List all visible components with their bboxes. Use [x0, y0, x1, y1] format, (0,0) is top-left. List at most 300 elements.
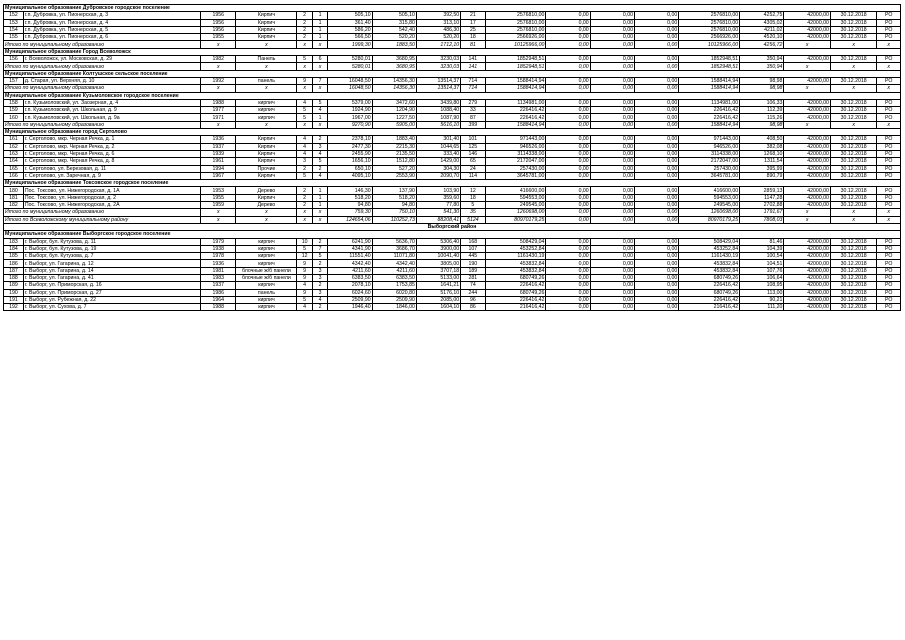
cell-mark: х: [877, 85, 901, 92]
total-p3: 0,00: [634, 209, 678, 216]
total-p3: 0,00: [634, 216, 678, 223]
total-label: Итого по муниципальному образованию: [4, 209, 201, 216]
cell-f: РО: [877, 12, 901, 19]
table-row: [4, 238, 901, 245]
cell-sum: 453832,84: [679, 260, 740, 267]
cell-addr: г. Выборг, ул. Сухова, д. 7: [23, 304, 200, 311]
cell-c: 486,30: [416, 26, 460, 33]
cell-f: РО: [877, 194, 901, 201]
total-label: Итого по муниципальному образованию: [4, 41, 201, 48]
cell-b: 315,80: [372, 19, 416, 26]
total-spec: 98,98: [740, 85, 784, 92]
cell-p2: 0,00: [590, 187, 634, 194]
cell-n: 164: [4, 158, 24, 165]
cell-spec: 113,00: [740, 289, 784, 296]
cell-mark: х: [297, 85, 312, 92]
cell-en: 5: [312, 253, 327, 260]
cell-p2: 0,00: [590, 77, 634, 84]
cell-spec: 1147,28: [740, 194, 784, 201]
capital-repair-table: [3, 4, 901, 311]
cell-b: 6383,50: [372, 274, 416, 281]
cell-c: 3230,03: [416, 56, 460, 63]
total-d: 714: [461, 85, 485, 92]
total-b: 14356,30: [372, 85, 416, 92]
total-label: Итого по Всеволожскому муниципальному району: [4, 216, 201, 223]
cell-b: 4211,60: [372, 267, 416, 274]
cell-f: РО: [877, 77, 901, 84]
cell-a: 11551,40: [328, 253, 372, 260]
total-b: 5905,00: [372, 121, 416, 128]
table-row: [4, 245, 901, 252]
cell-mark: х: [877, 41, 901, 48]
cell-p3: 0,00: [634, 245, 678, 252]
section-title: Муниципальное образование город Сертолово: [4, 129, 901, 136]
cell-b: 1883,40: [372, 136, 416, 143]
cell-n: 156: [4, 56, 24, 63]
cell-en: 2: [312, 165, 327, 172]
cell-en: 2: [312, 136, 327, 143]
cell-c: 392,50: [416, 12, 460, 19]
cell-a: 4341,90: [328, 245, 372, 252]
cell-mark: х: [784, 41, 830, 48]
region-title: Выборгский район: [4, 223, 901, 230]
cell-en: 4: [312, 150, 327, 157]
total-p1: 0,00: [546, 85, 590, 92]
cell-a: 5280,01: [328, 56, 372, 63]
cell-c: 301,40: [416, 136, 460, 143]
total-sum: 1588414,94: [679, 85, 740, 92]
section-title: Муниципальное образование Дубровское городское поселение: [4, 5, 901, 12]
cell-f: РО: [877, 187, 901, 194]
cell-en: 1: [312, 19, 327, 26]
cell-wall: Кирпич: [236, 136, 297, 143]
cell-c: 5133,00: [416, 274, 460, 281]
cell-en: 2: [312, 304, 327, 311]
cell-spec: 111,20: [740, 304, 784, 311]
cell-p3: 0,00: [634, 99, 678, 106]
cell-f: РО: [877, 296, 901, 303]
cell-spec: 350,94: [740, 56, 784, 63]
cell-n: 159: [4, 107, 24, 114]
cell-n: 152: [4, 12, 24, 19]
table-row: [4, 56, 901, 63]
total-sum: 1588414,94: [679, 121, 740, 128]
cell-wall: панель: [236, 289, 297, 296]
total-p2: 0,00: [590, 41, 634, 48]
cell-mark: х: [201, 216, 236, 223]
cell-lim: 42000,00: [784, 107, 830, 114]
cell-c: 359,60: [416, 194, 460, 201]
cell-b: 137,90: [372, 187, 416, 194]
cell-mark: х: [312, 85, 327, 92]
cell-n: 189: [4, 282, 24, 289]
section-title: Муниципальное образование Токсовское городское поселение: [4, 180, 901, 187]
cell-fl: 2: [297, 26, 312, 33]
total-p2: 0,00: [590, 85, 634, 92]
total-d: 141: [461, 63, 485, 70]
cell-d: 18: [461, 194, 485, 201]
cell-p1: 0,00: [546, 304, 590, 311]
cell-b: 520,20: [372, 34, 416, 41]
cell-p2: 0,00: [590, 56, 634, 63]
cell-p3: 0,00: [634, 296, 678, 303]
section-header-row: [4, 92, 901, 99]
cell-cost: 3114338,00: [485, 150, 546, 157]
cell-p3: 0,00: [634, 238, 678, 245]
total-spec: 4256,72: [740, 41, 784, 48]
cell-sum: 453252,84: [679, 245, 740, 252]
cell-lim: 42000,00: [784, 267, 830, 274]
cell-year: 1994: [201, 165, 236, 172]
cell-en: 1: [312, 202, 327, 209]
cell-sum: 249545,00: [679, 202, 740, 209]
table-row: [4, 202, 901, 209]
cell-f: РО: [877, 260, 901, 267]
table-row: [4, 99, 901, 106]
cell-spec: 2859,13: [740, 187, 784, 194]
total-a: 16048,50: [328, 85, 372, 92]
cell-cost: 226416,42: [485, 296, 546, 303]
cell-d: 101: [461, 136, 485, 143]
cell-p3: 0,00: [634, 26, 678, 33]
table-row: [4, 150, 901, 157]
cell-mark: х: [236, 85, 297, 92]
total-p2: 0,00: [590, 121, 634, 128]
cell-wall: Дерево: [236, 187, 297, 194]
cell-n: 163: [4, 150, 24, 157]
cell-f: РО: [877, 282, 901, 289]
table-row: [4, 26, 901, 33]
cell-year: 1971: [201, 114, 236, 121]
cell-b: 6020,80: [372, 289, 416, 296]
cell-fl: 2: [297, 194, 312, 201]
cell-mark: х: [784, 216, 830, 223]
table-row: [4, 253, 901, 260]
cell-wall: кирпич: [236, 245, 297, 252]
cell-mark: х: [201, 209, 236, 216]
cell-b: 2509,90: [372, 296, 416, 303]
cell-date: 30.12.2018: [830, 282, 876, 289]
cell-cost: 594553,00: [485, 194, 546, 201]
cell-mark: х: [236, 209, 297, 216]
cell-spec: 4305,02: [740, 19, 784, 26]
cell-fl: 2: [297, 202, 312, 209]
cell-fl: 10: [297, 238, 312, 245]
cell-cost: 2566926,00: [485, 34, 546, 41]
cell-n: 190: [4, 289, 24, 296]
cell-date: 30.12.2018: [830, 202, 876, 209]
cell-date: 30.12.2018: [830, 289, 876, 296]
cell-addr: г.п. Кузьмоловский, ул. Школьная, д. 9а: [23, 114, 200, 121]
cell-addr: г. Сертолово, ул. Заречная, д. 9: [23, 172, 200, 179]
table-row: [4, 260, 901, 267]
cell-b: 505,10: [372, 12, 416, 19]
cell-b: 3680,95: [372, 56, 416, 63]
cell-c: 333,40: [416, 150, 460, 157]
cell-wall: Кирпич: [236, 12, 297, 19]
cell-date: 30.12.2018: [830, 238, 876, 245]
section-title: Муниципальное образование Выборгское городское поселение: [4, 231, 901, 238]
cell-d: 25: [461, 26, 485, 33]
cell-p2: 0,00: [590, 289, 634, 296]
total-d: 81: [461, 41, 485, 48]
cell-addr: г. Всеволожск, ул. Московская, д. 29: [23, 56, 200, 63]
cell-cost: 680749,26: [485, 274, 546, 281]
total-p2: 0,00: [590, 216, 634, 223]
table-row: [4, 107, 901, 114]
total-spec: 350,94: [740, 63, 784, 70]
cell-a: 2477,30: [328, 143, 372, 150]
table-row: [4, 187, 901, 194]
table-row: [4, 267, 901, 274]
cell-a: 2455,90: [328, 150, 372, 157]
cell-p2: 0,00: [590, 26, 634, 33]
cell-d: 189: [461, 267, 485, 274]
cell-f: РО: [877, 34, 901, 41]
cell-p1: 0,00: [546, 289, 590, 296]
cell-addr: г.п. Дубровка, ул. Пионерская, д. 5: [23, 26, 200, 33]
cell-en: 2: [312, 260, 327, 267]
cell-spec: 408,50: [740, 136, 784, 143]
cell-en: 1: [312, 114, 327, 121]
cell-d: 96: [461, 296, 485, 303]
cell-en: 2: [312, 238, 327, 245]
cell-addr: г.п. Дубровка, ул. Пионерская, д. 4: [23, 19, 200, 26]
cell-fl: 5: [297, 56, 312, 63]
cell-n: 187: [4, 267, 24, 274]
cell-a: 2078,10: [328, 282, 372, 289]
cell-cost: 1852948,51: [485, 56, 546, 63]
cell-c: 3707,18: [416, 267, 460, 274]
cell-spec: 108,95: [740, 282, 784, 289]
cell-date: 30.12.2018: [830, 274, 876, 281]
total-p1: 0,00: [546, 63, 590, 70]
cell-n: 191: [4, 296, 24, 303]
cell-spec: 106,33: [740, 99, 784, 106]
cell-p1: 0,00: [546, 77, 590, 84]
cell-mark: х: [312, 216, 327, 223]
cell-d: 714: [461, 77, 485, 84]
cell-f: РО: [877, 289, 901, 296]
cell-cost: 453832,84: [485, 267, 546, 274]
cell-fl: 9: [297, 77, 312, 84]
cell-f: РО: [877, 253, 901, 260]
table-row: [4, 158, 901, 165]
cell-date: 30.12.2018: [830, 12, 876, 19]
cell-a: 1656,10: [328, 158, 372, 165]
total-p2: 0,00: [590, 63, 634, 70]
cell-year: 1982: [201, 56, 236, 63]
cell-d: 445: [461, 253, 485, 260]
total-cost: 10125966,00: [485, 41, 546, 48]
cell-spec: 104,39: [740, 245, 784, 252]
cell-addr: г. Сертолово, мкр. Черная Речка, д. 6: [23, 150, 200, 157]
cell-p1: 0,00: [546, 296, 590, 303]
cell-sum: 1161430,19: [679, 253, 740, 260]
cell-d: 5: [461, 202, 485, 209]
cell-cost: 416600,00: [485, 187, 546, 194]
cell-mark: х: [201, 41, 236, 48]
cell-mark: х: [830, 216, 876, 223]
cell-a: 361,40: [328, 19, 372, 26]
total-label: Итого по муниципальному образованию: [4, 85, 201, 92]
cell-p3: 0,00: [634, 165, 678, 172]
cell-a: 4211,60: [328, 267, 372, 274]
cell-p3: 0,00: [634, 56, 678, 63]
cell-date: 30.12.2018: [830, 34, 876, 41]
cell-b: 2553,90: [372, 172, 416, 179]
cell-lim: 42000,00: [784, 172, 830, 179]
cell-mark: х: [830, 85, 876, 92]
cell-date: 30.12.2018: [830, 114, 876, 121]
cell-p2: 0,00: [590, 99, 634, 106]
cell-p1: 0,00: [546, 238, 590, 245]
cell-d: 17: [461, 19, 485, 26]
cell-mark: х: [877, 121, 901, 128]
cell-b: 1227,50: [372, 114, 416, 121]
total-c: 1712,10: [416, 41, 460, 48]
table-row: [4, 274, 901, 281]
total-spec: 98,98: [740, 121, 784, 128]
cell-spec: 4252,75: [740, 12, 784, 19]
total-p1: 0,00: [546, 121, 590, 128]
cell-p1: 0,00: [546, 19, 590, 26]
cell-f: РО: [877, 267, 901, 274]
cell-sum: 3114338,00: [679, 150, 740, 157]
cell-mark: х: [297, 63, 312, 70]
cell-c: 77,80: [416, 202, 460, 209]
cell-addr: Пос. Токсово, ул. Нижегородская, д. 2А: [23, 202, 200, 209]
cell-lim: 42000,00: [784, 19, 830, 26]
cell-addr: г. Выборг, бул. Кутузова, д. 7: [23, 253, 200, 260]
cell-a: 6241,90: [328, 238, 372, 245]
total-a: 1999,30: [328, 41, 372, 48]
cell-fl: 5: [297, 245, 312, 252]
cell-addr: г. Сертолово, мкр. Черная Речка, д. 2: [23, 143, 200, 150]
cell-date: 30.12.2018: [830, 107, 876, 114]
total-p2: 0,00: [590, 209, 634, 216]
cell-cost: 226416,42: [485, 282, 546, 289]
cell-en: 4: [312, 172, 327, 179]
cell-lim: 42000,00: [784, 194, 830, 201]
cell-en: 1: [312, 187, 327, 194]
cell-spec: 382,08: [740, 143, 784, 150]
cell-f: РО: [877, 274, 901, 281]
cell-spec: 115,26: [740, 114, 784, 121]
cell-en: 7: [312, 245, 327, 252]
cell-p2: 0,00: [590, 194, 634, 201]
total-row: [4, 41, 901, 48]
cell-mark: х: [236, 121, 297, 128]
cell-p2: 0,00: [590, 136, 634, 143]
cell-lim: 42000,00: [784, 304, 830, 311]
total-c: 5616,10: [416, 121, 460, 128]
cell-sum: 3645781,00: [679, 172, 740, 179]
cell-lim: 42000,00: [784, 143, 830, 150]
total-a: 9270,90: [328, 121, 372, 128]
cell-wall: кирпич: [236, 114, 297, 121]
cell-sum: 680749,26: [679, 289, 740, 296]
cell-sum: 2576810,00: [679, 12, 740, 19]
cell-fl: 4: [297, 136, 312, 143]
cell-d: 190: [461, 260, 485, 267]
cell-a: 5379,00: [328, 99, 372, 106]
cell-p1: 0,00: [546, 158, 590, 165]
section-header-row: [4, 5, 901, 12]
cell-date: 30.12.2018: [830, 26, 876, 33]
cell-lim: 42000,00: [784, 245, 830, 252]
cell-p1: 0,00: [546, 99, 590, 106]
cell-p3: 0,00: [634, 289, 678, 296]
cell-c: 1087,90: [416, 114, 460, 121]
cell-p2: 0,00: [590, 260, 634, 267]
cell-sum: 2576810,00: [679, 19, 740, 26]
cell-sum: 946526,00: [679, 143, 740, 150]
total-sum: 80970179,25: [679, 216, 740, 223]
cell-p2: 0,00: [590, 158, 634, 165]
cell-b: 1846,00: [372, 304, 416, 311]
cell-b: 4342,40: [372, 260, 416, 267]
cell-addr: Пос. Токсово, ул. Нижегородская, д. 1А: [23, 187, 200, 194]
cell-mark: х: [312, 209, 327, 216]
cell-d: 87: [461, 114, 485, 121]
table-row: [4, 143, 901, 150]
cell-n: 166: [4, 172, 24, 179]
cell-addr: г. Сертолово, мкр. Черная Речка, д. 8: [23, 158, 200, 165]
cell-spec: 107,76: [740, 267, 784, 274]
cell-p3: 0,00: [634, 253, 678, 260]
cell-wall: кирпич: [236, 282, 297, 289]
cell-addr: г.п. Кузьмоловский, ул. Школьная, д. 9: [23, 107, 200, 114]
cell-cost: 226416,42: [485, 107, 546, 114]
cell-wall: кирпич: [236, 296, 297, 303]
cell-en: 3: [312, 289, 327, 296]
cell-en: 4: [312, 107, 327, 114]
cell-a: 94,80: [328, 202, 372, 209]
cell-date: 30.12.2018: [830, 99, 876, 106]
cell-spec: 890,79: [740, 172, 784, 179]
cell-a: 1946,40: [328, 304, 372, 311]
cell-year: 1955: [201, 34, 236, 41]
cell-mark: х: [830, 63, 876, 70]
cell-f: РО: [877, 238, 901, 245]
total-label: Итого по муниципальному образованию: [4, 63, 201, 70]
cell-c: 304,30: [416, 165, 460, 172]
cell-date: 30.12.2018: [830, 194, 876, 201]
cell-wall: Панель: [236, 56, 297, 63]
cell-cost: 2172047,00: [485, 158, 546, 165]
cell-lim: 42000,00: [784, 238, 830, 245]
cell-b: 527,20: [372, 165, 416, 172]
cell-lim: 42000,00: [784, 253, 830, 260]
cell-mark: х: [297, 216, 312, 223]
cell-spec: 4211,02: [740, 26, 784, 33]
cell-date: 30.12.2018: [830, 19, 876, 26]
total-b: 3680,95: [372, 63, 416, 70]
cell-sum: 508429,04: [679, 238, 740, 245]
cell-year: 1988: [201, 99, 236, 106]
cell-fl: 4: [297, 150, 312, 157]
cell-c: 3439,80: [416, 99, 460, 106]
cell-f: РО: [877, 19, 901, 26]
cell-addr: г.п. Дубровка, ул. Пионерская, д. 3: [23, 12, 200, 19]
section-header-row: [4, 180, 901, 187]
cell-a: 505,10: [328, 12, 372, 19]
cell-p2: 0,00: [590, 282, 634, 289]
cell-p3: 0,00: [634, 172, 678, 179]
cell-en: 2: [312, 282, 327, 289]
cell-n: 161: [4, 136, 24, 143]
